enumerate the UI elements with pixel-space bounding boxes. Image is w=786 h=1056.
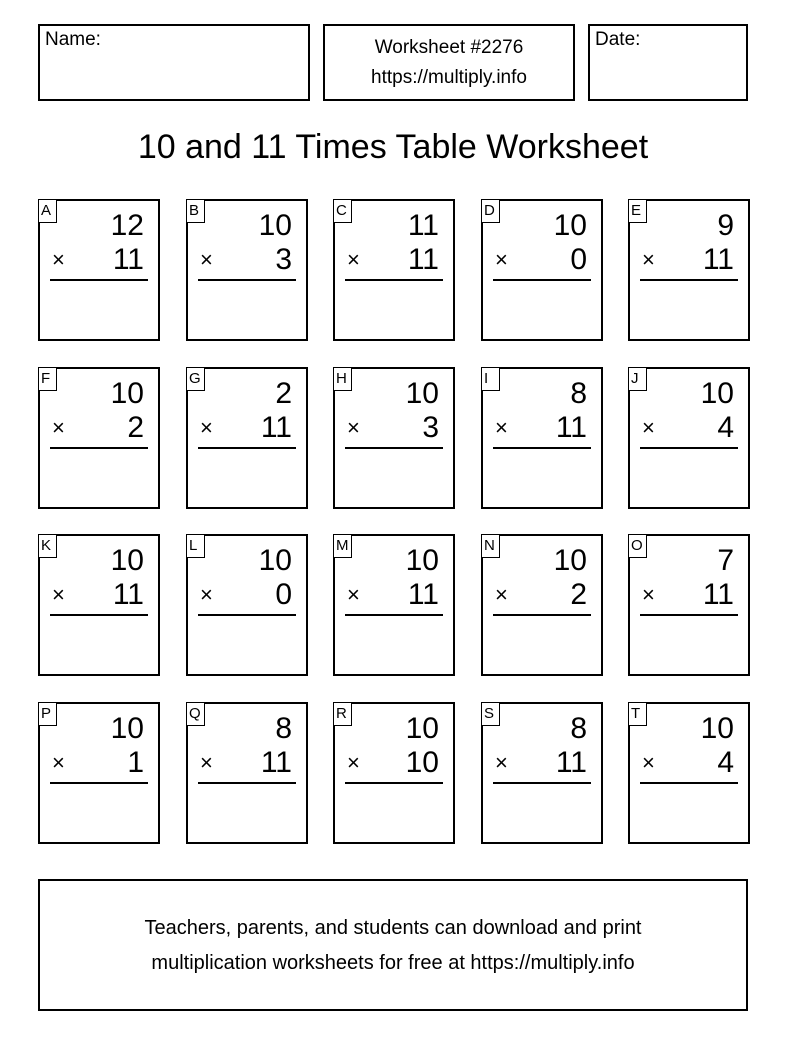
problem-multiplier: 3 bbox=[422, 411, 439, 444]
answer-line bbox=[493, 279, 591, 281]
times-sign: × bbox=[200, 247, 213, 272]
problem-letter: M bbox=[333, 534, 352, 558]
problem-card bbox=[186, 367, 308, 509]
answer-line bbox=[345, 782, 443, 784]
footer-text-line-2: multiplication worksheets for free at https://multiply.info bbox=[151, 952, 635, 974]
worksheet-url: https://multiply.info bbox=[371, 67, 527, 88]
problem-multiplicand: 10 bbox=[258, 209, 292, 242]
problem-multiplicand: 10 bbox=[700, 377, 734, 410]
times-sign: × bbox=[642, 415, 655, 440]
problem-multiplicand: 12 bbox=[110, 209, 144, 242]
problem-multiplicand: 10 bbox=[700, 712, 734, 745]
answer-line bbox=[345, 447, 443, 449]
problem-card bbox=[38, 199, 160, 341]
problem-multiplier: 11 bbox=[260, 411, 292, 444]
problem-letter: A bbox=[38, 199, 57, 223]
answer-line bbox=[198, 447, 296, 449]
problem-letter: D bbox=[481, 199, 500, 223]
problem-letter: E bbox=[628, 199, 647, 223]
problem-card bbox=[481, 199, 603, 341]
problem-card bbox=[333, 367, 455, 509]
times-sign: × bbox=[347, 582, 360, 607]
problem-card bbox=[333, 702, 455, 844]
problem-multiplier: 10 bbox=[405, 746, 439, 779]
times-sign: × bbox=[200, 582, 213, 607]
problem-letter: S bbox=[481, 702, 500, 726]
answer-line bbox=[640, 782, 738, 784]
times-sign: × bbox=[495, 247, 508, 272]
problem-card bbox=[481, 367, 603, 509]
answer-line bbox=[493, 614, 591, 616]
problem-multiplier: 11 bbox=[260, 746, 292, 779]
problem-multiplier: 11 bbox=[555, 411, 587, 444]
answer-line bbox=[493, 447, 591, 449]
answer-line bbox=[640, 447, 738, 449]
times-sign: × bbox=[495, 750, 508, 775]
problem-card bbox=[628, 199, 750, 341]
problem-multiplicand: 9 bbox=[717, 209, 734, 242]
problem-letter: K bbox=[38, 534, 57, 558]
times-sign: × bbox=[495, 415, 508, 440]
answer-line bbox=[198, 614, 296, 616]
footer-box bbox=[38, 879, 748, 1011]
times-sign: × bbox=[52, 247, 65, 272]
problem-multiplier: 11 bbox=[702, 578, 734, 611]
answer-line bbox=[640, 614, 738, 616]
times-sign: × bbox=[495, 582, 508, 607]
answer-line bbox=[50, 614, 148, 616]
name-label: Name: bbox=[45, 29, 101, 50]
problem-card bbox=[38, 367, 160, 509]
problem-letter: Q bbox=[186, 702, 205, 726]
problem-multiplier: 11 bbox=[112, 243, 144, 276]
problem-multiplicand: 10 bbox=[110, 544, 144, 577]
date-label: Date: bbox=[595, 29, 641, 50]
problem-letter: F bbox=[38, 367, 57, 391]
problem-multiplicand: 10 bbox=[405, 544, 439, 577]
problem-card bbox=[481, 702, 603, 844]
problem-card bbox=[186, 199, 308, 341]
problem-multiplier: 4 bbox=[717, 746, 734, 779]
problem-multiplicand: 10 bbox=[405, 377, 439, 410]
times-sign: × bbox=[200, 415, 213, 440]
problem-letter: T bbox=[628, 702, 647, 726]
problem-multiplicand: 10 bbox=[405, 712, 439, 745]
problem-card bbox=[628, 367, 750, 509]
times-sign: × bbox=[642, 582, 655, 607]
problem-multiplicand: 10 bbox=[553, 209, 587, 242]
problem-multiplicand: 10 bbox=[258, 544, 292, 577]
problem-multiplicand: 2 bbox=[275, 377, 292, 410]
problem-letter: B bbox=[186, 199, 205, 223]
problem-card bbox=[38, 702, 160, 844]
problem-card bbox=[628, 702, 750, 844]
problem-letter: L bbox=[186, 534, 205, 558]
problem-letter: R bbox=[333, 702, 352, 726]
problem-multiplier: 0 bbox=[570, 243, 587, 276]
problem-card bbox=[186, 534, 308, 676]
problem-letter: O bbox=[628, 534, 647, 558]
times-sign: × bbox=[347, 750, 360, 775]
footer-text-line-1: Teachers, parents, and students can download and print bbox=[144, 917, 642, 939]
times-sign: × bbox=[642, 247, 655, 272]
answer-line bbox=[345, 614, 443, 616]
problem-card bbox=[333, 199, 455, 341]
problem-multiplier: 2 bbox=[127, 411, 144, 444]
problem-card bbox=[628, 534, 750, 676]
problem-multiplier: 0 bbox=[275, 578, 292, 611]
problem-multiplier: 4 bbox=[717, 411, 734, 444]
date-box bbox=[588, 24, 748, 101]
problem-multiplicand: 8 bbox=[570, 712, 587, 745]
problem-card bbox=[481, 534, 603, 676]
problem-card bbox=[38, 534, 160, 676]
answer-line bbox=[198, 782, 296, 784]
problem-grid bbox=[38, 199, 750, 844]
problem-multiplicand: 10 bbox=[110, 712, 144, 745]
times-sign: × bbox=[52, 415, 65, 440]
answer-line bbox=[50, 782, 148, 784]
problem-multiplicand: 10 bbox=[553, 544, 587, 577]
problem-multiplier: 11 bbox=[112, 578, 144, 611]
problem-multiplier: 11 bbox=[702, 243, 734, 276]
problem-letter: N bbox=[481, 534, 500, 558]
problem-letter: C bbox=[333, 199, 352, 223]
times-sign: × bbox=[347, 247, 360, 272]
problem-multiplier: 3 bbox=[275, 243, 292, 276]
problem-letter: P bbox=[38, 702, 57, 726]
problem-letter: H bbox=[333, 367, 352, 391]
problem-multiplicand: 8 bbox=[570, 377, 587, 410]
problem-multiplier: 1 bbox=[127, 746, 144, 779]
answer-line bbox=[345, 279, 443, 281]
problem-letter: I bbox=[481, 367, 500, 391]
problem-letter: G bbox=[186, 367, 205, 391]
problem-card bbox=[333, 534, 455, 676]
answer-line bbox=[50, 447, 148, 449]
problem-letter: J bbox=[628, 367, 647, 391]
times-sign: × bbox=[642, 750, 655, 775]
problem-card bbox=[186, 702, 308, 844]
times-sign: × bbox=[52, 750, 65, 775]
times-sign: × bbox=[200, 750, 213, 775]
problem-multiplicand: 11 bbox=[407, 209, 439, 242]
answer-line bbox=[50, 279, 148, 281]
answer-line bbox=[640, 279, 738, 281]
worksheet-number: Worksheet #2276 bbox=[374, 37, 524, 58]
times-sign: × bbox=[347, 415, 360, 440]
problem-multiplier: 2 bbox=[570, 578, 587, 611]
name-box bbox=[38, 24, 310, 101]
answer-line bbox=[198, 279, 296, 281]
worksheet-title: 10 and 11 Times Table Worksheet bbox=[137, 128, 649, 166]
problem-multiplicand: 7 bbox=[717, 544, 734, 577]
problem-multiplicand: 10 bbox=[110, 377, 144, 410]
problem-multiplicand: 8 bbox=[275, 712, 292, 745]
times-sign: × bbox=[52, 582, 65, 607]
answer-line bbox=[493, 782, 591, 784]
worksheet-info-box bbox=[323, 24, 575, 101]
problem-multiplier: 11 bbox=[407, 243, 439, 276]
problem-multiplier: 11 bbox=[555, 746, 587, 779]
problem-multiplier: 11 bbox=[407, 578, 439, 611]
